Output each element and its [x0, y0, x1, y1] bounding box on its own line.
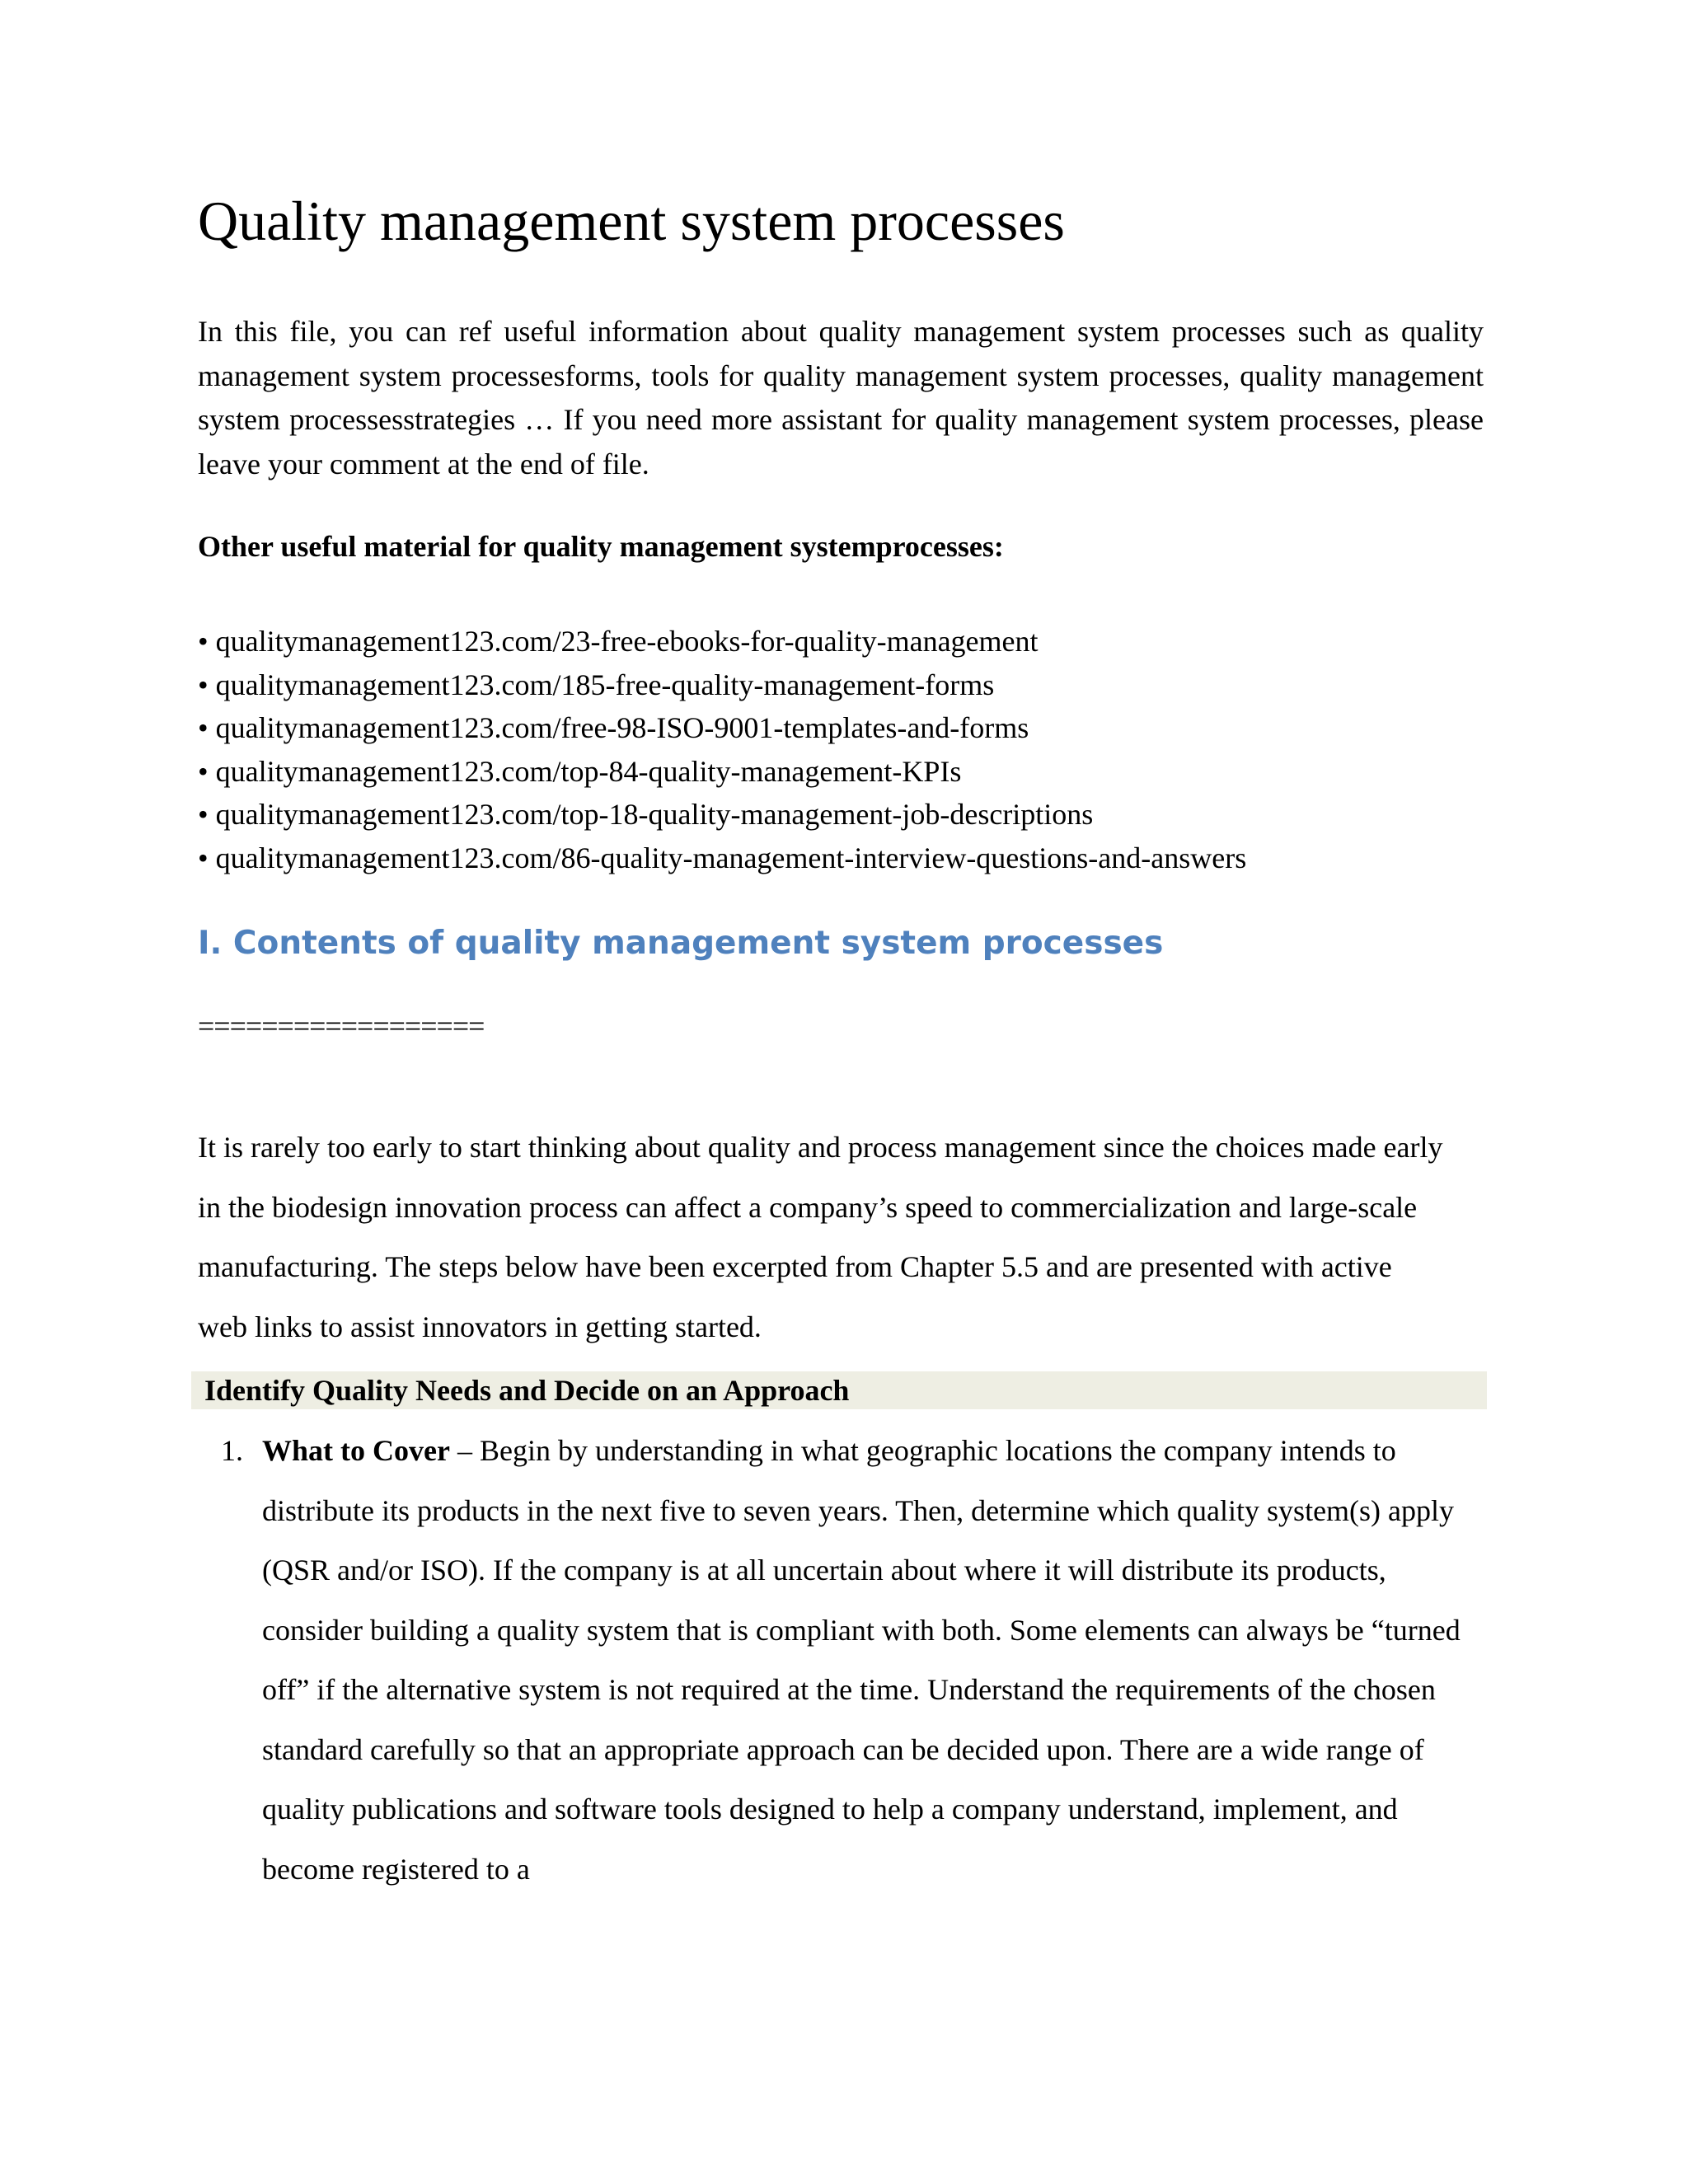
- list-item[interactable]: • qualitymanagement123.com/86-quality-management-interview-questions-and-answers: [198, 837, 1246, 880]
- list-item[interactable]: • qualitymanagement123.com/top-18-quality-management-job-descriptions: [198, 793, 1246, 837]
- list-item[interactable]: • qualitymanagement123.com/185-free-quality-management-forms: [198, 663, 1246, 707]
- list-number: 1.: [221, 1434, 243, 1467]
- useful-links-list: [198, 620, 1246, 880]
- list-item-label: What to Cover: [262, 1434, 450, 1467]
- section-heading: I. Contents of quality management system processes: [198, 925, 1164, 962]
- body-paragraph: It is rarely too early to start thinking about quality and process management since the choices made early in the biodesign innovation process can affect a company’s speed to commercialization and large-scale manufacturing. The steps below have been excerpted from Chapter 5.5 and are presented with active web links to assist innovators in getting started.: [198, 1131, 1443, 1343]
- list-item[interactable]: • qualitymanagement123.com/free-98-ISO-9001-templates-and-forms: [198, 706, 1246, 750]
- shaded-subheading: Identify Quality Needs and Decide on an Approach: [191, 1371, 1487, 1409]
- page-title: Quality management system processes: [198, 190, 1065, 252]
- list-item[interactable]: • qualitymanagement123.com/top-84-quality-management-KPIs: [198, 750, 1246, 794]
- list-item: [221, 1421, 1464, 1899]
- list-item[interactable]: • qualitymanagement123.com/23-free-ebooks-for-quality-management: [198, 620, 1246, 663]
- divider-line: ==================: [198, 1010, 485, 1043]
- list-item-text: – Begin by understanding in what geographic locations the company intends to distribute its products in the next five to seven years. Then, determine which quality system(s) apply (QSR and/or ISO). If the company is at all uncertain about where it will distribute its products, consider building a quality system that is compliant with both. Some elements can always be “turned off” if the alternative system is not required at the time. Understand the requirements of the chosen standard carefully so that an appropriate approach can be decided upon. There are a wide range of quality publications and software tools designed to help a company understand, implement, and become registered to a: [262, 1434, 1461, 1886]
- material-heading: Other useful material for quality management systemprocesses:: [198, 530, 1004, 563]
- intro-paragraph: In this file, you can ref useful information about quality management system processes such as quality management system processesforms, tools for quality management system processes, quality management system processesstrategies … If you need more assistant for quality management system processes, please leave your comment at the end of file.: [198, 315, 1484, 480]
- numbered-list: [221, 1421, 1464, 1899]
